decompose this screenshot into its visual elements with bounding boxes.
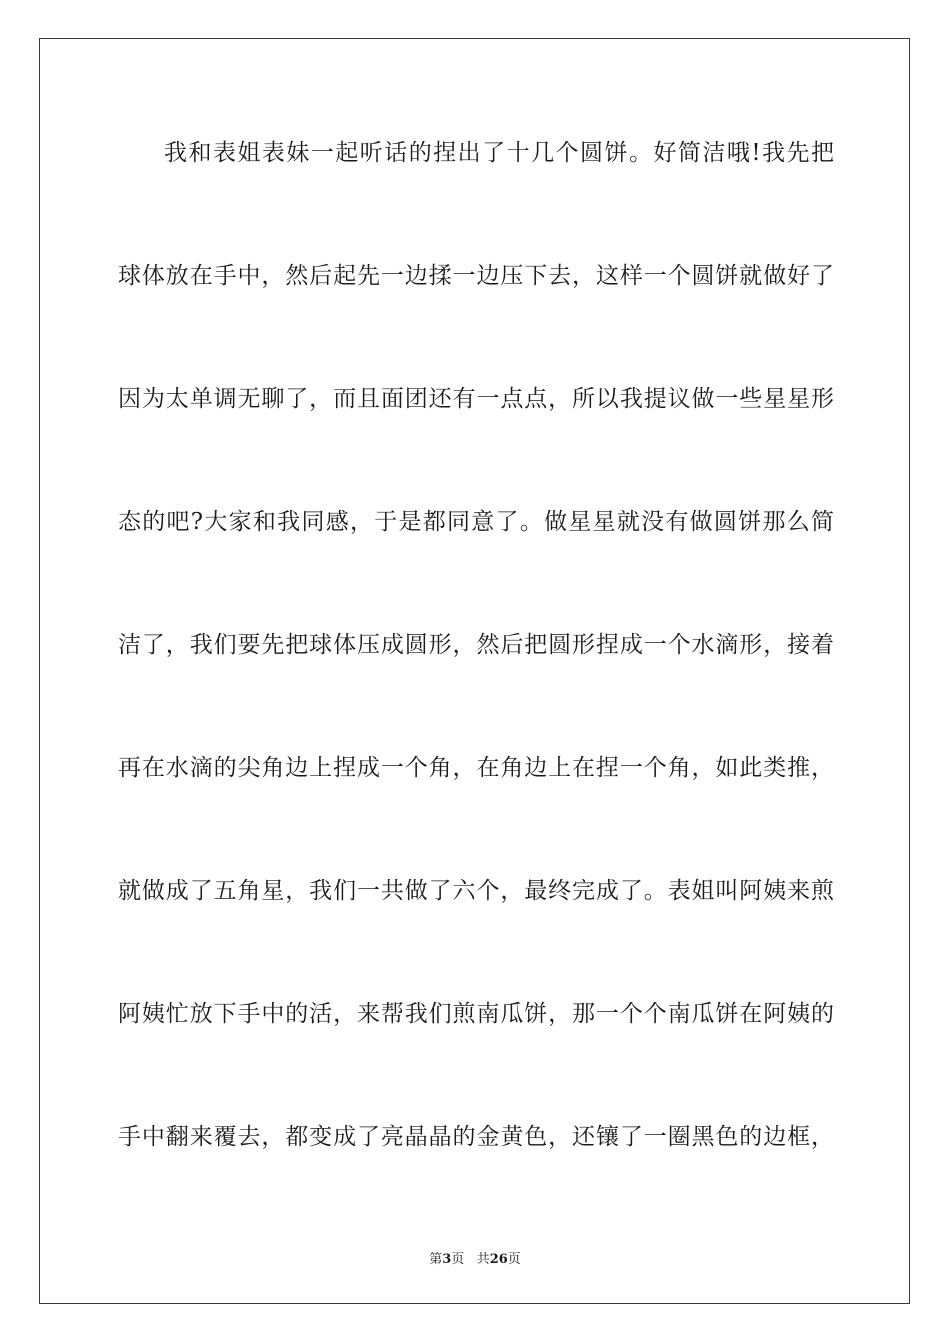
- paragraph-line-9: 手中翻来覆去，都变成了亮晶晶的金黄色，还镶了一圈黑色的边框，: [118, 1124, 834, 1150]
- page-border: [39, 38, 910, 1304]
- paragraph-line-3: 因为太单调无聊了，而且面团还有一点点，所以我提议做一些星星形: [118, 386, 834, 412]
- paragraph-line-4: 态的吧?大家和我同感，于是都同意了。做星星就没有做圆饼那么简: [118, 509, 834, 535]
- footer-page-prefix: 第: [429, 1252, 443, 1267]
- footer-page-number: 3: [442, 1252, 452, 1267]
- paragraph-line-1: 我和表姐表妹一起听话的捏出了十几个圆饼。好简洁哦!我先把: [164, 140, 834, 166]
- paragraph-line-8: 阿姨忙放下手中的活，来帮我们煎南瓜饼，那一个个南瓜饼在阿姨的: [118, 1001, 834, 1027]
- footer-total-suffix: 页: [507, 1252, 521, 1267]
- footer-page-suffix: 页: [451, 1252, 465, 1267]
- paragraph-line-7: 就做成了五角星，我们一共做了六个，最终完成了。表姐叫阿姨来煎: [118, 878, 834, 904]
- footer-total-prefix: 共: [476, 1252, 490, 1267]
- paragraph-line-5: 洁了，我们要先把球体压成圆形，然后把圆形捏成一个水滴形，接着: [118, 632, 834, 658]
- paragraph-line-6: 再在水滴的尖角边上捏成一个角，在角边上在捏一个角，如此类推，: [118, 755, 834, 781]
- page-footer: [0, 1248, 950, 1267]
- paragraph-line-2: 球体放在手中，然后起先一边揉一边压下去，这样一个圆饼就做好了: [118, 263, 834, 289]
- footer-total-pages: 26: [489, 1252, 508, 1267]
